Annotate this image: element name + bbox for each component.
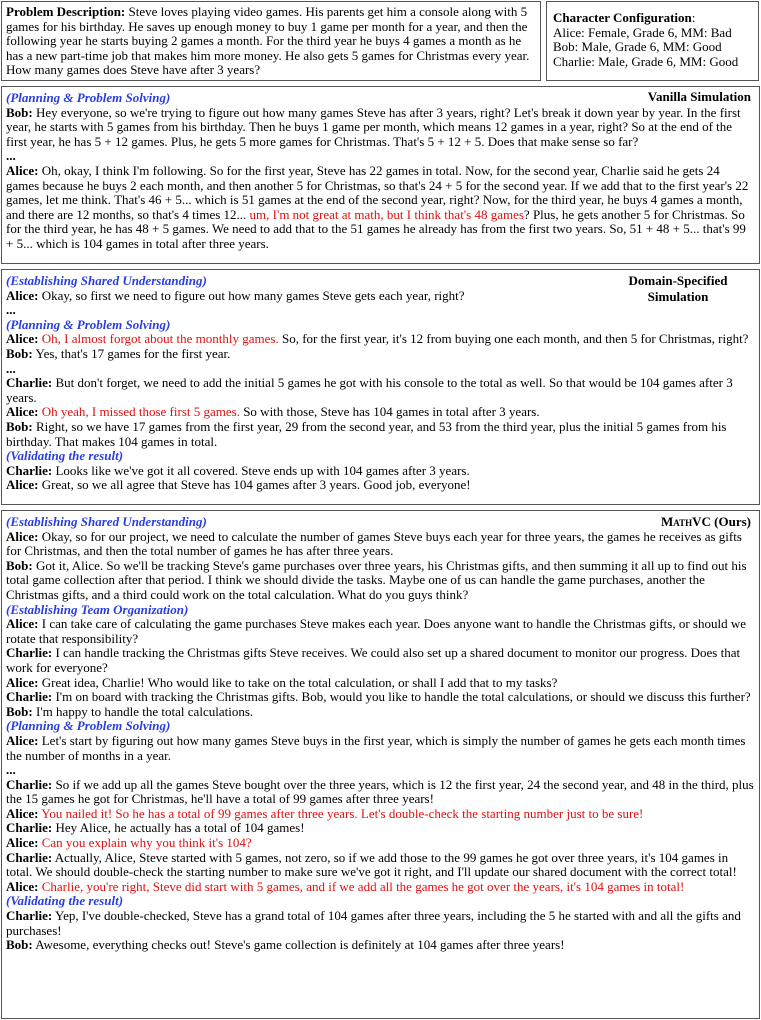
dialogue-line: Charlie: Yep, I've double-checked, Steve has a grand total of 104 games after three years, including the 5 he started with and all the gifts and purchases!: [6, 908, 741, 938]
dialogue-line: Charlie: Actually, Alice, Steve started with 5 games, not zero, so if we add those to the 99 games he got over three years, it's 104 games in total. We should double-check the starting number to make sure we've got it right, and I'll update our shared document with the correct total!: [6, 849, 737, 880]
dialogue-line: Alice: You nailed it! So he has a total of 99 games after three years. Let's double-check the starting number just to be sure!: [6, 805, 644, 821]
ellipsis: ...: [6, 360, 16, 376]
stage-label: (Validating the result): [6, 893, 124, 909]
dialogue-line: Charlie: I'm on board with tracking the Christmas gifts. Bob, would you like to handle the total calculations, or should we discuss this further?: [6, 689, 751, 705]
config-bob: Bob: Male, Grade 6, MM: Good: [553, 39, 722, 55]
error-highlight: um, I'm not great at math, but I think that's 48 games: [246, 206, 524, 222]
dialogue-line: Alice: Can you explain why you think it's 104?: [6, 835, 252, 851]
stage-label: (Establishing Shared Understanding): [6, 514, 207, 529]
ellipsis: ...: [6, 148, 16, 164]
dialogue-line: Alice: Oh yeah, I missed those first 5 games. So with those, Steve has 104 games in total after 3 years.: [6, 404, 540, 420]
dialogue-line: Alice: Great idea, Charlie! Who would like to take on the total calculation, or shall I add that to my tasks?: [6, 674, 558, 690]
error-highlight: You nailed it! So he has a total of 99 games after three years. Let's double-check the starting number just to be sure!: [41, 805, 644, 821]
dialogue-line: Bob: Hey everyone, so we're trying to figure out how many games Steve has after 3 years, right? Let's break it down year by year. In the first year, he starts with 5 games from his birthday. Then he buys 1 game per month, which means 12 games in a year, right? So at the end of the first year, he has 5 + 12 games. Plus, he gets 5 more games for Christmas. That's 5 + 12 + 5. Does that make sense so far?: [6, 104, 741, 149]
dialogue-line: Alice: Let's start by figuring out how many games Steve buys in the first year, which is simply the number of games he gets each month times the number of months in a year.: [6, 732, 746, 763]
dialogue-line: Alice: Okay, so first we need to figure out how many games Steve gets each year, right?: [6, 287, 465, 303]
panel-title: Vanilla Simulation: [647, 89, 751, 104]
dialogue-line: Charlie: I can handle tracking the Christmas gifts Steve receives. We could also set up a shared document to monitor our progress. Does that work for everyone?: [6, 645, 741, 675]
error-highlight: Oh yeah, I missed those first 5 games.: [41, 404, 240, 420]
dialogue-line: Alice: Okay, so for our project, we need to calculate the number of games Steve buys each year for three years, the games he receives as gifts for Christmas, and then the total number of games he has after three years.: [6, 528, 742, 559]
error-highlight: Oh, I almost forgot about the monthly games.: [41, 331, 279, 347]
panel-title: MathVC (Ours): [661, 514, 751, 529]
dialogue-line: Alice: Oh, I almost forgot about the monthly games. So, for the first year, it's 12 from buying one each month, and then 5 for Christmas, right?: [6, 331, 749, 347]
ellipsis: ...: [6, 302, 16, 318]
stage-label: (Planning & Problem Solving): [6, 316, 171, 332]
dialogue-line: Bob: Yes, that's 17 games for the first year.: [6, 345, 231, 361]
error-highlight: Can you explain why you think it's 104?: [41, 835, 252, 851]
problem-label: Problem Description:: [6, 4, 126, 19]
mathvc-simulation-panel: [1, 510, 760, 1019]
dialogue-line: Alice: Great, so we all agree that Steve has 104 games after 3 years. Good job, everyone!: [6, 477, 471, 493]
config-heading: Character Configuration:: [553, 10, 696, 25]
dialogue-line: Charlie: Looks like we've got it all covered. Steve ends up with 104 games after 3 years.: [6, 462, 470, 478]
dialogue-line: Bob: Got it, Alice. So we'll be tracking Steve's game purchases over three years, his Christmas gifts, and then summing it all up to find out his total game collection after that period. I think we should divide the tasks. Maybe one of us can handle the game purchases, another the Christmas gifts, and a third could work on the total calculation. What do you guys think?: [6, 557, 747, 602]
ellipsis: ...: [6, 762, 16, 778]
config-alice: Alice: Female, Grade 6, MM: Bad: [553, 24, 732, 40]
config-charlie: Charlie: Male, Grade 6, MM: Good: [553, 53, 739, 69]
dialogue-line: Charlie: So if we add up all the games Steve bought over the three years, which is 12 the first year, 24 the second year, and 48 in the third, plus the 15 games he got for Christmas, he'll have a total of 99 games after three years!: [6, 776, 754, 807]
dialogue-line: Charlie: Hey Alice, he actually has a total of 104 games!: [6, 820, 305, 836]
stage-label: (Planning & Problem Solving): [6, 90, 171, 105]
stage-label: (Validating the result): [6, 448, 124, 464]
error-highlight: Charlie, you're right, Steve did start with 5 games, and if we add all the games he got over the years, it's 104 games in total!: [41, 878, 685, 894]
dialogue-line: Bob: I'm happy to handle the total calculations.: [6, 703, 254, 719]
dialogue-line: Alice: Oh, okay, I think I'm following. So for the first year, Steve has 22 games in total. Now, for the second year, Charlie said he gets 24 games because he buys 2 each month, and then another 5 for Christmas, so that's 24 + 5 for the second year. If we add that to the first year's 22 games, let me think. That's 46 + 5... which is 51 games at the end of the second year, right? Now, for the third year, he buys 4 games a month, and there are 12 months, so that's 4 times 12... um, I'm not great at math, but I think that's 48 games? Plus, he gets another 5 for Christmas. So for the third year, he has 48 + 5 games. We need to add that to the 51 games he already has from the first two years. So, 51 + 48 + 5... that's 99 + 5... which is 104 games in total after three years.: [6, 162, 749, 251]
stage-label: (Establishing Team Organization): [6, 601, 189, 617]
dialogue-line: Alice: Charlie, you're right, Steve did start with 5 games, and if we add all the games he got over the years, it's 104 games in total!: [6, 878, 685, 894]
dialogue-line: Bob: Awesome, everything checks out! Steve's game collection is definitely at 104 games after three years!: [6, 937, 565, 953]
stage-label: (Planning & Problem Solving): [6, 718, 171, 734]
panel-title: Domain-Specified Simulation: [628, 273, 728, 304]
vanilla-simulation-panel: [1, 86, 760, 264]
stage-label: (Establishing Shared Understanding): [6, 273, 207, 288]
dialogue-line: Bob: Right, so we have 17 games from the first year, 29 from the second year, and 53 from the third year, plus the initial 5 games from his birthday. That makes 104 games in total.: [6, 418, 727, 449]
problem-description-box: [1, 1, 541, 81]
problem-text: Problem Description: Steve loves playing video games. His parents get him a console along with 5 games for his birthday. He saves up enough money to buy 1 game per month for a year, and then the following year he starts buying 2 games a month. For the third year he buys 4 games a month as he has a new part-time job that makes him more money. He also gets 5 games for Christmas every year. How many games does Steve have after 3 years?: [6, 4, 530, 78]
dialogue-line: Alice: I can take care of calculating the game purchases Steve makes each year. Does anyone want to handle the Christmas gifts, or should we rotate that responsibility?: [6, 616, 747, 646]
character-configuration-box: [546, 1, 759, 81]
domain-specified-simulation-panel: [1, 269, 760, 505]
dialogue-line: Charlie: But don't forget, we need to add the initial 5 games he got with his console to the total as well. So that would be 104 games after 3 years.: [6, 375, 733, 405]
